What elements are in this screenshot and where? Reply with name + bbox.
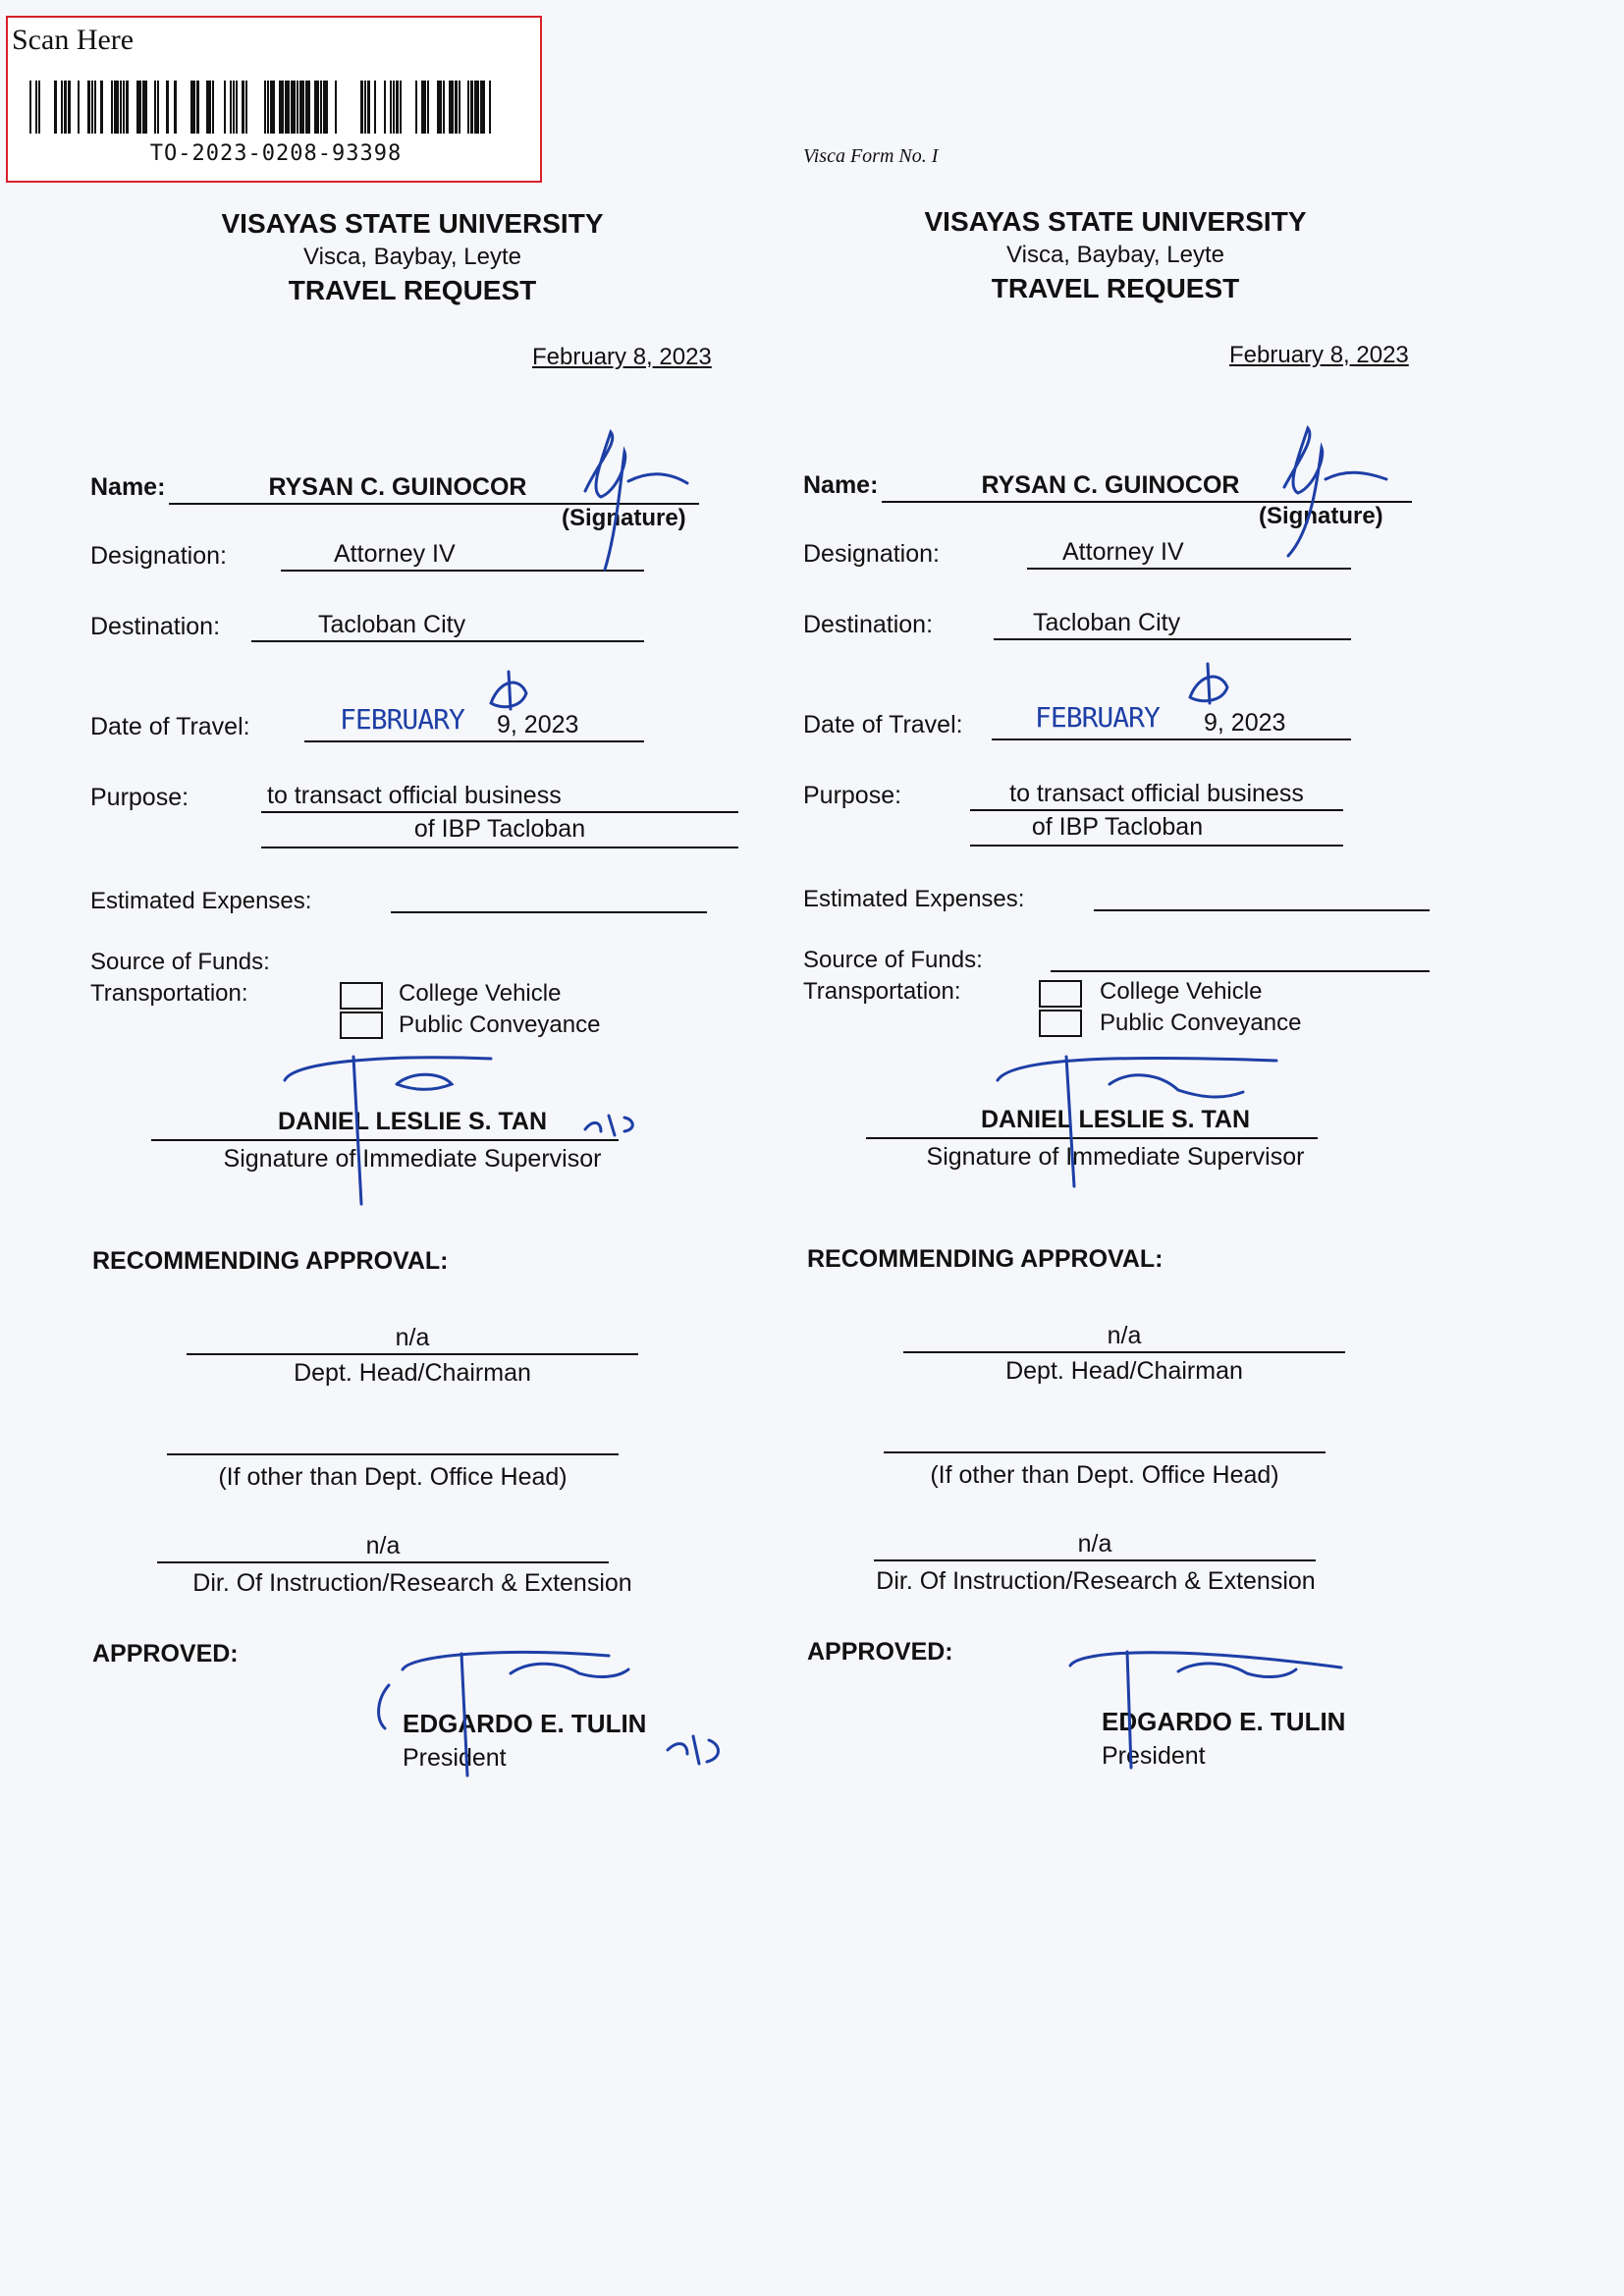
funds-line: [1051, 970, 1430, 972]
public-conveyance-label: Public Conveyance: [399, 1011, 601, 1038]
travel-date-line: [304, 740, 644, 742]
form-title: TRAVEL REQUEST: [288, 275, 537, 305]
expenses-label: Estimated Expenses:: [90, 888, 312, 914]
destination-label: Destination:: [803, 611, 934, 638]
funds-label: Source of Funds:: [90, 949, 270, 975]
dept-head-line: [903, 1351, 1345, 1353]
name-value: RYSAN C. GUINOCOR: [981, 471, 1240, 499]
university-name: VISAYAS STATE UNIVERSITY: [221, 208, 604, 239]
purpose-line1: to transact official business: [267, 782, 562, 809]
form-title: TRAVEL REQUEST: [991, 273, 1240, 303]
transport-label: Transportation:: [803, 978, 961, 1005]
college-vehicle-label: College Vehicle: [399, 980, 562, 1007]
transport-label: Transportation:: [90, 980, 248, 1007]
recommending-label: RECOMMENDING APPROVAL:: [92, 1247, 449, 1275]
supervisor-caption: Signature of Immediate Supervisor: [223, 1145, 602, 1173]
public-conveyance-checkbox[interactable]: [1039, 1010, 1082, 1037]
dept-head-line: [187, 1353, 638, 1355]
name-label: Name:: [90, 473, 166, 501]
dept-head-caption: Dept. Head/Chairman: [294, 1359, 531, 1387]
expenses-line: [1094, 909, 1430, 911]
approved-label: APPROVED:: [807, 1638, 953, 1666]
designation-label: Designation:: [90, 542, 227, 570]
director-line: [874, 1559, 1316, 1561]
other-head-line: [167, 1453, 619, 1455]
supervisor-caption: Signature of Immediate Supervisor: [926, 1143, 1305, 1171]
supervisor-name: DANIEL LESLIE S. TAN: [277, 1108, 548, 1135]
purpose-underline2: [261, 847, 738, 848]
director-caption: Dir. Of Instruction/Research & Extension: [192, 1569, 632, 1597]
president-name: EDGARDO E. TULIN: [403, 1709, 647, 1738]
travel-request-copy-left: [0, 0, 766, 1866]
director-value: n/a: [1077, 1530, 1112, 1558]
president-caption: President: [1102, 1742, 1206, 1770]
purpose-line2: of IBP Tacloban: [1031, 813, 1204, 841]
other-head-caption: (If other than Dept. Office Head): [930, 1461, 1279, 1489]
expenses-label: Estimated Expenses:: [803, 886, 1025, 912]
name-label: Name:: [803, 471, 879, 499]
form-number: Visca Form No. I: [803, 145, 939, 167]
public-conveyance-checkbox[interactable]: [340, 1011, 383, 1039]
designation-line: [1027, 568, 1351, 570]
purpose-line2: of IBP Tacloban: [413, 815, 586, 843]
supervisor-line: [866, 1137, 1318, 1139]
designation-value: Attorney IV: [334, 540, 456, 568]
dept-head-caption: Dept. Head/Chairman: [1005, 1357, 1243, 1385]
travel-date-value: 9, 2023: [497, 711, 579, 738]
university-name: VISAYAS STATE UNIVERSITY: [924, 206, 1307, 237]
signature-label: (Signature): [562, 505, 686, 531]
destination-line: [994, 638, 1351, 640]
public-conveyance-label: Public Conveyance: [1100, 1010, 1302, 1036]
travel-request-copy-right: [703, 0, 1469, 1866]
president-caption: President: [403, 1744, 507, 1772]
president-name: EDGARDO E. TULIN: [1102, 1707, 1346, 1736]
expenses-line: [391, 911, 707, 913]
recommending-label: RECOMMENDING APPROVAL:: [807, 1245, 1164, 1273]
director-caption: Dir. Of Instruction/Research & Extension: [876, 1567, 1316, 1595]
supervisor-line: [151, 1139, 619, 1141]
university-address: Visca, Baybay, Leyte: [1006, 242, 1224, 268]
university-address: Visca, Baybay, Leyte: [303, 244, 521, 270]
travel-date-line: [992, 738, 1351, 740]
signature-label: (Signature): [1259, 503, 1383, 529]
scan-here-label: Scan Here: [12, 24, 135, 56]
other-head-caption: (If other than Dept. Office Head): [218, 1463, 568, 1491]
purpose-underline1: [970, 809, 1343, 811]
funds-label: Source of Funds:: [803, 947, 983, 973]
travel-date-value: 9, 2023: [1204, 709, 1286, 737]
destination-value: Tacloban City: [1033, 609, 1181, 636]
destination-line: [251, 640, 644, 642]
approved-label: APPROVED:: [92, 1640, 239, 1667]
designation-value: Attorney IV: [1062, 538, 1184, 566]
travel-date-label: Date of Travel:: [90, 713, 250, 740]
director-value: n/a: [365, 1532, 401, 1559]
destination-label: Destination:: [90, 613, 221, 640]
dept-head-value: n/a: [1107, 1322, 1142, 1349]
purpose-underline2: [970, 845, 1343, 847]
purpose-label: Purpose:: [803, 782, 902, 809]
college-vehicle-checkbox[interactable]: [1039, 980, 1082, 1008]
barcode-number: TO-2023-0208-93398: [149, 141, 403, 166]
director-line: [157, 1561, 609, 1563]
other-head-line: [884, 1451, 1326, 1453]
travel-date-label: Date of Travel:: [803, 711, 963, 738]
designation-line: [281, 570, 644, 572]
purpose-underline1: [261, 811, 738, 813]
supervisor-name: DANIEL LESLIE S. TAN: [980, 1106, 1251, 1133]
destination-value: Tacloban City: [318, 611, 466, 638]
request-date: February 8, 2023: [532, 344, 712, 370]
travel-date-handwritten: FEBRUARY: [340, 703, 464, 736]
purpose-line1: to transact official business: [1009, 780, 1304, 807]
dept-head-value: n/a: [395, 1324, 430, 1351]
college-vehicle-checkbox[interactable]: [340, 982, 383, 1010]
travel-date-handwritten: FEBRUARY: [1035, 701, 1160, 734]
college-vehicle-label: College Vehicle: [1100, 978, 1263, 1005]
designation-label: Designation:: [803, 540, 940, 568]
name-value: RYSAN C. GUINOCOR: [268, 473, 527, 501]
purpose-label: Purpose:: [90, 784, 189, 811]
request-date: February 8, 2023: [1229, 342, 1409, 368]
